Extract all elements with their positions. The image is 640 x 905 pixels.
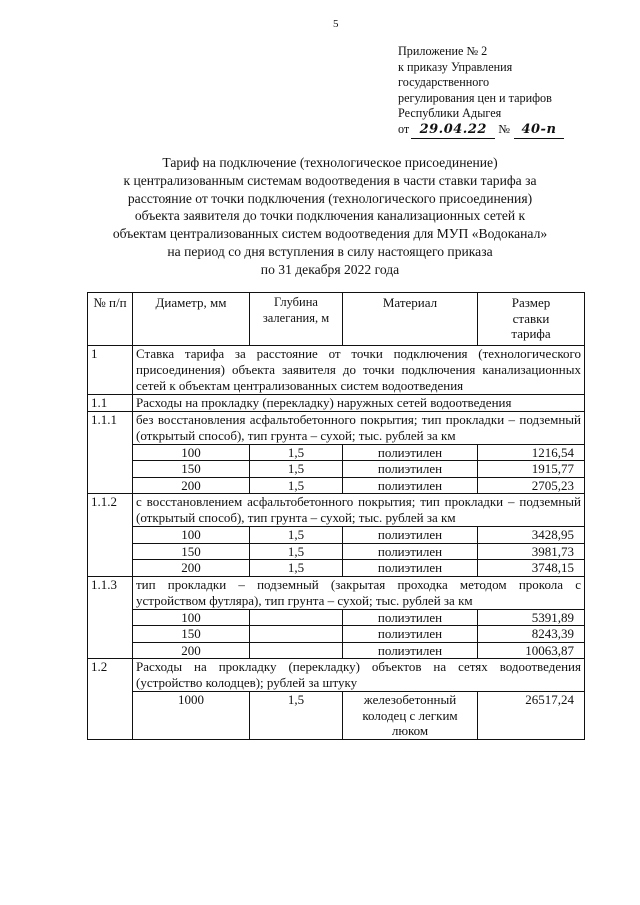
section-row [88, 659, 585, 692]
section-description: Расходы на прокладку (перекладку) объектов на сетях водоотведения (устройство колодцев); рублей за штуку [133, 659, 585, 692]
cell-rate: 26517,24 [478, 692, 585, 740]
section-row [88, 494, 585, 527]
section-description: без восстановления асфальтобетонного покрытия; тип прокладки – подземный (открытый способ), тип грунта – сухой; тыс. рублей за км [133, 411, 585, 444]
table-row [88, 461, 585, 478]
cell-material: железобетонный колодец с легким люком [343, 692, 478, 740]
cell-depth: 1,5 [250, 560, 343, 577]
table-row [88, 560, 585, 577]
annex-block [398, 44, 564, 139]
section-number: 1.1.3 [88, 576, 133, 659]
cell-diameter: 100 [133, 527, 250, 544]
section-description: Ставка тарифа за расстояние от точки подключения (технологического присоединения) объекта заявителя до точки подключения канализационных сетей к объектам централизованных систем водоотведения [133, 345, 585, 394]
header-rate: Размер ставки тарифа [478, 293, 585, 346]
section-number: 1.1.1 [88, 411, 133, 494]
handwritten-date: 29.04.22 [411, 122, 495, 139]
annex-line: Приложение № 2 [398, 44, 488, 58]
cell-diameter: 200 [133, 642, 250, 659]
title-line: по 31 декабря 2022 года [260, 261, 400, 277]
cell-material: полиэтилен [343, 609, 478, 626]
section-description: с восстановлением асфальтобетонного покрытия; тип прокладки – подземный (открытый способ), тип грунта – сухой; тыс. рублей за км [133, 494, 585, 527]
table-row [88, 543, 585, 560]
cell-material: полиэтилен [343, 543, 478, 560]
cell-rate: 3981,73 [478, 543, 585, 560]
title-line: Тариф на подключение (технологическое присоединение) [162, 155, 498, 170]
annex-line: регулирования цен и тарифов [398, 90, 552, 105]
section-row [88, 411, 585, 444]
cell-diameter: 200 [133, 477, 250, 494]
header-material: Материал [343, 293, 478, 346]
cell-material: полиэтилен [343, 626, 478, 643]
cell-rate: 8243,39 [478, 626, 585, 643]
table-row [88, 642, 585, 659]
cell-material: полиэтилен [343, 560, 478, 577]
section-number: 1.1 [88, 394, 133, 411]
cell-diameter: 100 [133, 609, 250, 626]
cell-rate: 5391,89 [478, 609, 585, 626]
cell-depth [250, 642, 343, 659]
table-row [88, 692, 585, 740]
table-header-row [88, 293, 585, 346]
cell-rate: 3428,95 [478, 527, 585, 544]
cell-diameter: 150 [133, 461, 250, 478]
cell-depth: 1,5 [250, 692, 343, 740]
cell-rate: 10063,87 [478, 642, 585, 659]
section-number: 1.1.2 [88, 494, 133, 577]
cell-depth [250, 626, 343, 643]
annex-line: к приказу Управления [398, 59, 513, 74]
cell-diameter: 100 [133, 444, 250, 461]
title-line: объектам централизованных систем водоотведения для МУП «Водоканал» [112, 226, 548, 242]
annex-line: государственного [398, 75, 490, 90]
header-diameter: Диаметр, мм [133, 293, 250, 346]
header-num: № п/п [88, 293, 133, 346]
cell-material: полиэтилен [343, 444, 478, 461]
table-row [88, 609, 585, 626]
cell-material: полиэтилен [343, 527, 478, 544]
cell-diameter: 200 [133, 560, 250, 577]
cell-rate: 3748,15 [478, 560, 585, 577]
document-title [80, 154, 580, 279]
title-line: на период со дня вступления в силу настоящего приказа [167, 243, 493, 259]
handwritten-order-number: 40-п [514, 122, 564, 139]
cell-material: полиэтилен [343, 642, 478, 659]
cell-diameter: 150 [133, 543, 250, 560]
tariff-table [87, 292, 585, 740]
cell-rate: 1216,54 [478, 444, 585, 461]
annex-date-line [398, 122, 564, 139]
title-line: расстояние от точки подключения (технологического присоединения) [127, 190, 533, 206]
section-description: Расходы на прокладку (перекладку) наружных сетей водоотведения [133, 394, 585, 411]
section-number: 1.2 [88, 659, 133, 740]
page-number: 5 [333, 18, 339, 30]
cell-depth: 1,5 [250, 461, 343, 478]
number-label: № [498, 121, 510, 136]
section-row [88, 394, 585, 411]
annex-line: Республики Адыгея [398, 106, 502, 121]
cell-depth: 1,5 [250, 444, 343, 461]
cell-depth: 1,5 [250, 543, 343, 560]
cell-material: полиэтилен [343, 477, 478, 494]
section-row [88, 345, 585, 394]
cell-depth [250, 609, 343, 626]
cell-rate: 2705,23 [478, 477, 585, 494]
cell-diameter: 150 [133, 626, 250, 643]
cell-depth: 1,5 [250, 527, 343, 544]
table-row [88, 527, 585, 544]
cell-diameter: 1000 [133, 692, 250, 740]
title-line: к централизованным системам водоотведения в части ставки тарифа за [123, 172, 537, 188]
section-row [88, 576, 585, 609]
table-row [88, 626, 585, 643]
date-prefix: от [398, 121, 410, 136]
cell-rate: 1915,77 [478, 461, 585, 478]
table-row [88, 477, 585, 494]
section-description: тип прокладки – подземный (закрытая проходка методом прокола с устройством футляра), тип грунта – сухой; тыс. рублей за км [133, 576, 585, 609]
section-number: 1 [88, 345, 133, 394]
title-line: объекта заявителя до точки подключения канализационных сетей к [134, 208, 526, 224]
header-depth: Глубина залегания, м [250, 293, 343, 346]
table-row [88, 444, 585, 461]
cell-material: полиэтилен [343, 461, 478, 478]
cell-depth: 1,5 [250, 477, 343, 494]
